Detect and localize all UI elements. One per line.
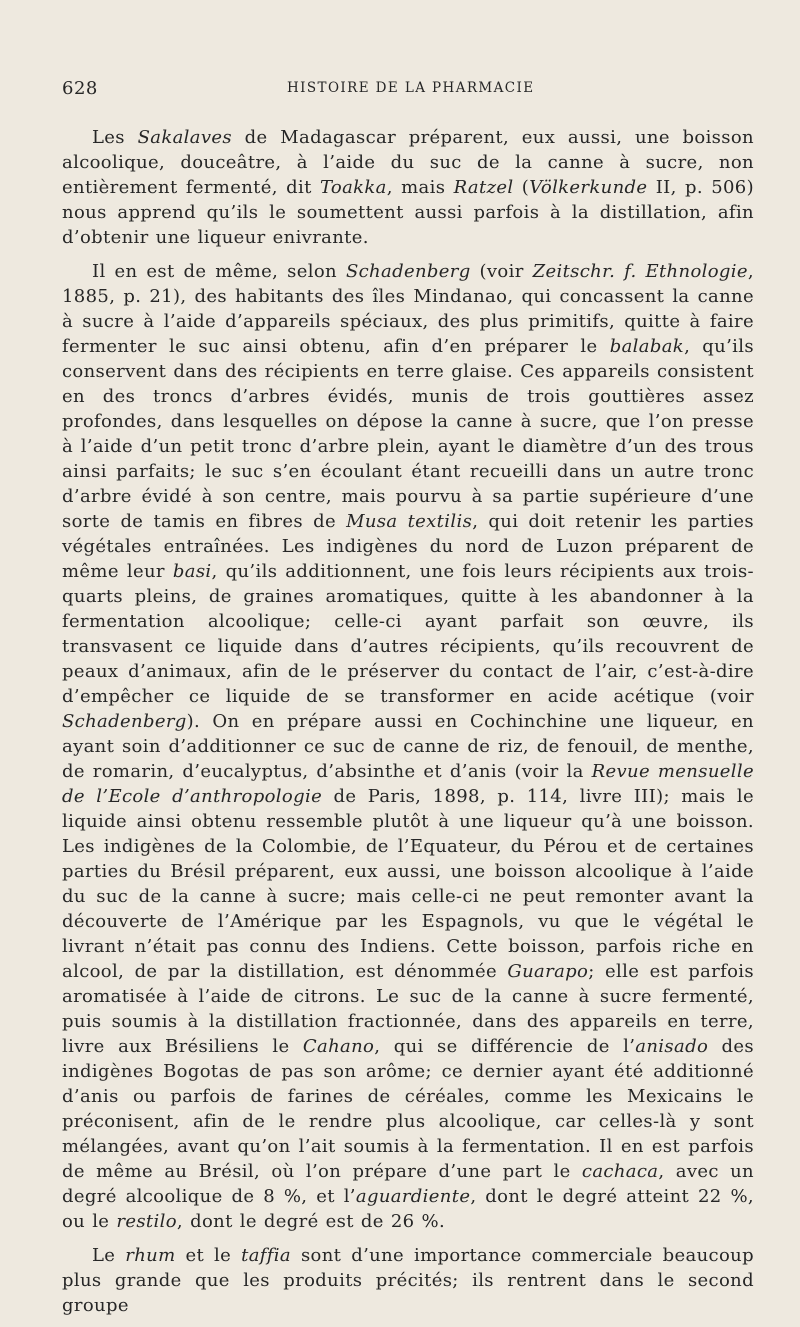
italic-text: Völkerkunde (529, 177, 648, 198)
text-run: , mais (386, 177, 454, 198)
text-run: des indigènes Bogotas de pas son arôme; ce dernier ayant été additionné d’anis ou parfois de farines de céréales, comme les Mexicains le préconisent, afin de le rendre plus alcoolique, car celles-là y sont mélangées, avant qu’on l’ait soumis à la fermentation. Il en est parfois de même au Brésil, où l’on prépare d’une part le (62, 1036, 754, 1182)
text-run: de Madagascar préparent, eux aussi, une boisson alcoolique, douceâtre, à l’aide du suc de la canne à sucre, non entièrement fermenté, dit (62, 127, 754, 198)
text-run: sont d’une importance commerciale beaucoup plus grande que les produits précités; ils rentrent dans le second groupe (62, 1245, 754, 1316)
italic-text: aguardiente (355, 1186, 471, 1207)
italic-text: balabak (609, 336, 685, 357)
text-run: , dont le degré est de 26 %. (176, 1211, 446, 1232)
italic-text: basi (172, 561, 212, 582)
italic-text: Toakka (319, 177, 387, 198)
italic-text: Sakalaves (137, 127, 232, 148)
text-run: , qui doit retenir les parties végétales entraînées. Les indigènes du nord de Luzon préparent de même leur (62, 511, 754, 582)
running-title: HISTOIRE DE LA PHARMACIE (287, 80, 535, 96)
text-run: , qu’ils conservent dans des récipients en terre glaise. Ces appareils consistent en des troncs d’arbres évidés, munis de trois gouttières assez profondes, dans lesquelles on dépose la canne à sucre, que l’on presse à l’aide d’un petit tronc d’arbre plein, ayant le diamètre d’un des trous ainsi parfaits; le suc s’en écoulant étant recueilli dans un autre tronc d’arbre évidé à son centre, mais pourvu à sa partie supérieure d’une sorte de tamis en fibres de (62, 336, 754, 532)
italic-text: Musa textilis (346, 511, 473, 532)
italic-text: cachaca (581, 1161, 659, 1182)
italic-text: Ratzel (453, 177, 514, 198)
italic-text: taffia (241, 1245, 291, 1266)
text-run: Il en est de même, selon (92, 261, 346, 282)
text-run: Les (92, 127, 138, 148)
text-run: ). On en prépare aussi en Cochinchine une liqueur, en ayant soin d’additionner ce suc de canne de riz, de fenouil, de menthe, de romarin, d’eucalyptus, d’absinthe et d’anis (voir la (62, 711, 754, 782)
page-header (62, 78, 752, 108)
page-number: 628 (62, 78, 98, 99)
text-run: de Paris, 1898, p. 114, livre III); mais le liquide ainsi obtenu ressemble plutôt à une liqueur qu’à une boisson. Les indigènes de la Colombie, de l’Equateur, du Pérou et de certaines parties du Brésil préparent, eux aussi, une boisson alcoolique à l’aide du suc de la canne à sucre; mais celle-ci ne peut remonter avant la découverte de l’Amérique par les Espagnols, vu que le végétal le livrant n’était pas connu des Indiens. Cette boisson, parfois riche en alcool, de par la distillation, est dénommée (62, 786, 754, 982)
paragraph (62, 125, 754, 250)
paragraph (62, 259, 754, 1234)
italic-text: restilo (116, 1211, 177, 1232)
italic-text: Revue mensuelle de l’Ecole d’anthropologie (62, 761, 755, 807)
text-run: , avec un degré alcoolique de 8 %, et l’ (62, 1161, 754, 1207)
text-run: II, p. 506) nous apprend qu’ils le soumettent aussi parfois à la distillation, afin d’obtenir une liqueur enivrante. (62, 177, 754, 248)
italic-text: Schadenberg (345, 261, 471, 282)
italic-text: anisado (635, 1036, 709, 1057)
italic-text: Cahano (302, 1036, 375, 1057)
text-run: , qu’ils additionnent, une fois leurs récipients aux trois-quarts pleins, de graines aromatiques, quitte à les abandonner à la fermentation alcoolique; celle-ci ayant parfait son œuvre, ils transvasent ce liquide dans d’autres récipients, qu’ils recouvrent de peaux d’animaux, afin de le préserver du contact de l’air, c’est-à-dire d’empêcher ce liquide de se transformer en acide acétique (voir (62, 561, 754, 707)
italic-text: rhum (125, 1245, 176, 1266)
text-run: , qui se différencie de l’ (374, 1036, 636, 1057)
text-run: Le (92, 1245, 126, 1266)
text-run: ; elle est parfois aromatisée à l’aide de citrons. Le suc de la canne à sucre fermenté, puis soumis à la distillation fractionnée, dans des appareils en terre, livre aux Brésiliens le (62, 961, 755, 1057)
text-run: , 1885, p. 21), des habitants des îles Mindanao, qui concassent la canne à sucre à l’aide d’appareils spéciaux, des plus primitifs, quitte à faire fermenter le suc ainsi obtenu, afin d’en préparer le (62, 261, 754, 357)
italic-text: Guarapo (507, 961, 589, 982)
text-run: (voir (470, 261, 533, 282)
text-run: et le (175, 1245, 242, 1266)
body-text (62, 125, 754, 1327)
italic-text: Schadenberg (62, 711, 187, 732)
paragraph (62, 1243, 754, 1318)
text-run: , dont le degré atteint 22 %, ou le (62, 1186, 754, 1232)
text-run: ( (513, 177, 530, 198)
italic-text: Zeitschr. f. Ethnologie (532, 261, 748, 282)
